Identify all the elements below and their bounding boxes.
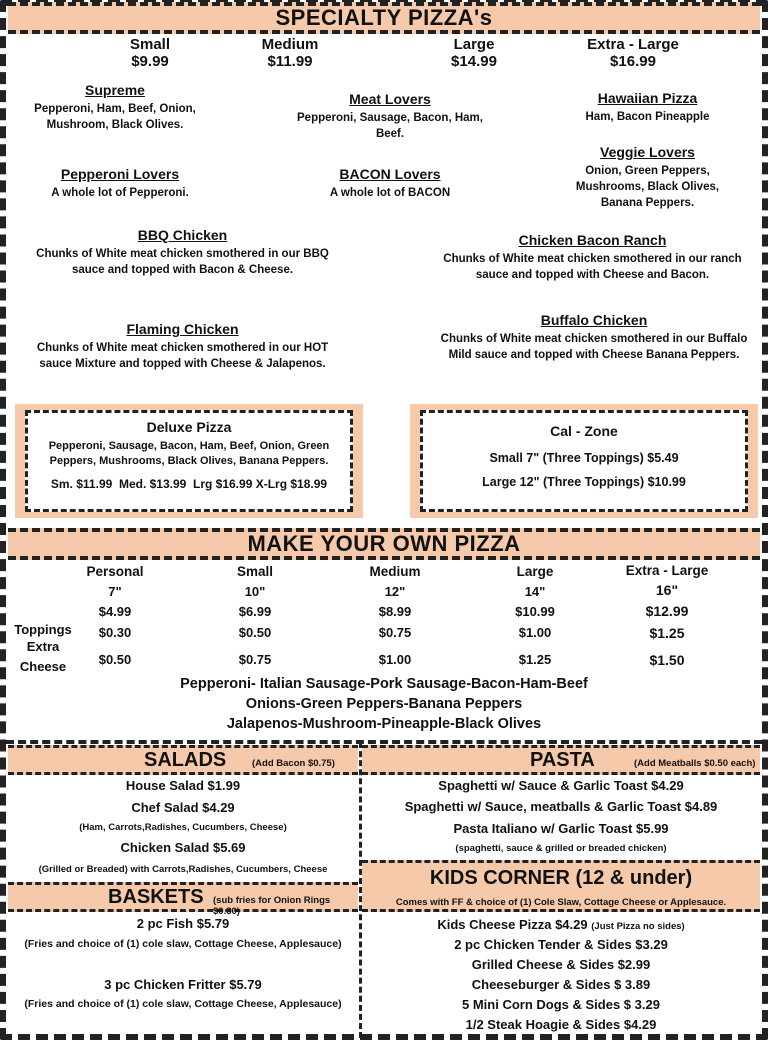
item-hawaiian: Hawaiian Pizza Ham, Bacon Pineapple: [585, 90, 710, 123]
salads-header: [8, 745, 358, 775]
myo-label-toppings: Toppings: [14, 622, 72, 637]
myo-label-extra: Extra: [26, 639, 60, 654]
bottom-divider: [6, 740, 762, 744]
deluxe-prices: Sm. $11.99 Med. $13.99 Lrg $16.99 X-Lrg $18.99: [50, 477, 328, 491]
topping-line-3: Jalapenos-Mushroom-Pineapple-Black Olives: [226, 716, 542, 732]
pasta-meatballs: Spaghetti w/ Sauce, meatballs & Garlic Toast $4.89: [404, 799, 718, 814]
kids-chicken-tender: 2 pc Chicken Tender & Sides $3.29: [454, 937, 668, 952]
item-pepperoni-lovers: Pepperoni Lovers A whole lot of Pepperoni.: [51, 166, 189, 199]
salads-note: (Add Bacon $0.75): [252, 758, 335, 769]
deluxe-box: [15, 404, 363, 518]
deluxe-name: Deluxe Pizza: [146, 419, 232, 435]
calzone-large: Large 12" (Three Toppings) $10.99: [482, 475, 686, 489]
myo-title: MAKE YOUR OWN PIZZA: [247, 531, 521, 556]
size-small: Small $9.99: [129, 36, 171, 70]
specialty-header: [8, 2, 760, 34]
baskets-note: (sub fries for Onion Rings $0.30): [213, 895, 331, 917]
item-supreme: Supreme Pepperoni, Ham, Beef, Onion, Mushroom, Black Olives.: [34, 82, 196, 131]
kids-cheese-pizza: Kids Cheese Pizza $4.29 (Just Pizza no sides): [437, 917, 685, 932]
pasta-title: PASTA: [530, 749, 595, 771]
kids-grilled-cheese: Grilled Cheese & Sides $2.99: [471, 957, 651, 972]
calzone-small: Small 7" (Three Toppings) $5.49: [489, 451, 679, 465]
salad-house: House Salad $1.99: [125, 778, 241, 793]
item-chicken-bacon-ranch: Chicken Bacon Ranch Chunks of White meat chicken smothered in our ranch sauce and topped with Cheese and Bacon.: [443, 232, 742, 281]
item-flaming-chicken: Flaming Chicken Chunks of White meat chicken smothered in our HOT sauce Mixture and topped with Cheese & Jalapenos.: [36, 321, 329, 370]
basket-fish: 2 pc Fish $5.79: [136, 916, 230, 931]
salad-chicken: Chicken Salad $5.69: [120, 840, 246, 855]
kids-cheese-pizza-note: (Just Pizza no sides): [591, 921, 685, 932]
deluxe-desc: Pepperoni, Sausage, Bacon, Ham, Beef, Onion, Green Peppers, Mushrooms, Black Olives, Banana Peppers.: [48, 440, 330, 467]
kids-header: [362, 860, 760, 912]
topping-line-2: Onions-Green Peppers-Banana Peppers: [245, 696, 523, 712]
specialty-title: SPECIALTY PIZZA's: [275, 5, 493, 30]
pasta-header: [362, 745, 760, 775]
kids-steak-hoagie: 1/2 Steak Hoagie & Sides $4.29: [465, 1017, 657, 1032]
salad-chef: Chef Salad $4.29: [131, 800, 235, 815]
item-bbq-chicken: BBQ Chicken Chunks of White meat chicken smothered in our BBQ sauce and topped with Bacon & Cheese.: [36, 227, 329, 276]
item-meat-lovers: Meat Lovers Pepperoni, Sausage, Bacon, Ham, Beef.: [297, 91, 483, 140]
baskets-header: [8, 882, 358, 917]
pasta-italiano-note: (spaghetti, sauce & grilled or breaded chicken): [455, 843, 667, 854]
kids-corn-dogs: 5 Mini Corn Dogs & Sides $ 3.29: [462, 997, 660, 1012]
salad-chef-note: (Ham, Carrots,Radishes, Cucumbers, Cheese): [79, 822, 287, 833]
size-large: Large $14.99: [451, 36, 497, 70]
kids-cheeseburger: Cheeseburger & Sides $ 3.89: [471, 977, 651, 992]
myo-col-large: Large 14" $10.99 $1.00 $1.25: [515, 564, 555, 667]
myo-col-small: Small 10" $6.99 $0.50 $0.75: [236, 564, 274, 667]
calzone-box: [410, 404, 758, 518]
myo-col-personal: Personal 7" $4.99 $0.30 $0.50: [86, 564, 144, 667]
myo-col-extra-large: Extra - Large 16" $12.99 $1.25 $1.50: [625, 563, 709, 668]
calzone-name: Cal - Zone: [550, 423, 618, 439]
myo-header: [8, 528, 760, 560]
item-buffalo-chicken: Buffalo Chicken Chunks of White meat chicken smothered in our Buffalo Mild sauce and topped with Cheese Banana Peppers.: [440, 312, 748, 361]
item-veggie-lovers: Veggie Lovers Onion, Green Peppers, Mushrooms, Black Olives, Banana Peppers.: [575, 144, 720, 209]
myo-col-medium: Medium 12" $8.99 $0.75 $1.00: [369, 564, 421, 667]
pasta-spaghetti: Spaghetti w/ Sauce & Garlic Toast $4.29: [438, 778, 684, 793]
pasta-italiano: Pasta Italiano w/ Garlic Toast $5.99: [453, 821, 669, 836]
kids-title: KIDS CORNER (12 & under): [429, 867, 693, 889]
basket-fritter-note: (Fries and choice of (1) cole slaw, Cottage Cheese, Applesauce): [24, 998, 342, 1010]
baskets-title: BASKETS: [108, 886, 204, 908]
myo-label-cheese: Cheese: [19, 659, 67, 674]
size-extra-large: Extra - Large $16.99: [587, 36, 679, 70]
salad-chicken-note: (Grilled or Breaded) with Carrots,Radishes, Cucumbers, Cheese: [38, 864, 328, 875]
kids-note: Comes with FF & choice of (1) Cole Slaw, Cottage Cheese or Applesauce.: [395, 897, 727, 908]
basket-fritter: 3 pc Chicken Fritter $5.79: [104, 977, 262, 992]
salads-title: SALADS: [144, 749, 227, 771]
topping-line-1: Pepperoni- Italian Sausage-Pork Sausage-Bacon-Ham-Beef: [180, 676, 588, 692]
basket-fish-note: (Fries and choice of (1) cole slaw, Cottage Cheese, Applesauce): [24, 938, 342, 950]
size-medium: Medium $11.99: [261, 36, 319, 70]
pasta-note: (Add Meatballs $0.50 each): [634, 758, 756, 769]
item-bacon-lovers: BACON Lovers A whole lot of BACON: [329, 166, 451, 199]
